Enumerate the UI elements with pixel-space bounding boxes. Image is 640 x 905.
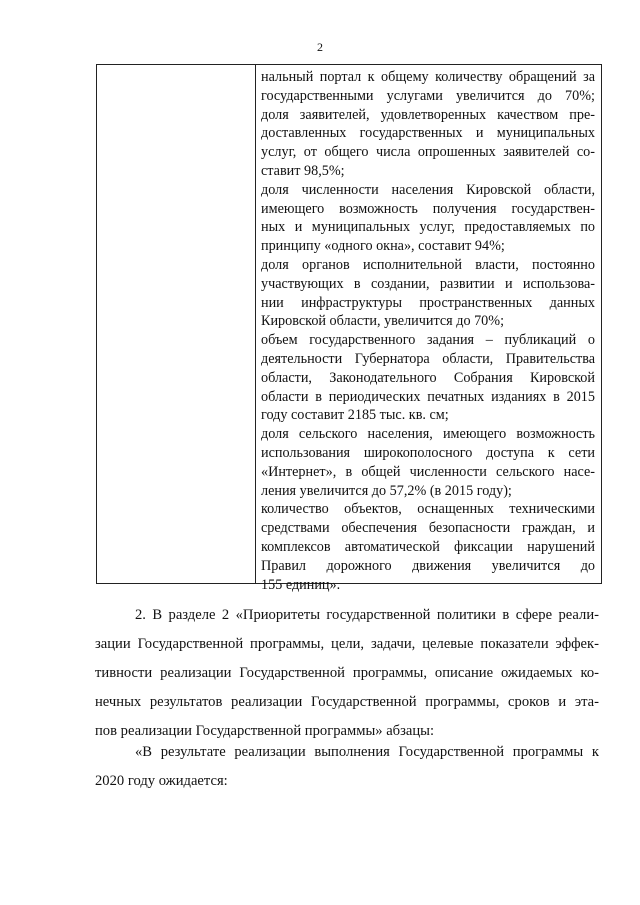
- paragraph-line: «В результате реализации выполнения Государственной программы к: [135, 744, 599, 760]
- table-line: Правил дорожного движения увеличится до: [261, 557, 595, 574]
- table-right-cell: [256, 65, 601, 593]
- table-line: имеющего возможность получения государствен-: [261, 200, 595, 217]
- paragraph-quote: [95, 738, 599, 796]
- page-number: 2: [317, 40, 323, 54]
- table-line: количество объектов, оснащенных техническими: [261, 501, 595, 518]
- table-line: области в периодических печатных изданиях в 2015: [261, 388, 595, 405]
- table-line: государственными услугами увеличится до 70%;: [261, 87, 595, 104]
- table-left-cell: [97, 65, 256, 583]
- paragraph-line: зации Государственной программы, цели, задачи, целевые показатели эффек-: [95, 636, 599, 652]
- table-line: «Интернет», в общей численности сельского насе-: [261, 463, 595, 480]
- table-line: нии инфраструктуры пространственных данных: [261, 294, 595, 311]
- paragraph-section-2: [95, 601, 599, 746]
- paragraph-line: пов реализации Государственной программы» абзацы:: [95, 723, 435, 739]
- table-line: доставленных государственных и муниципальных: [261, 125, 595, 142]
- table-line: участвующих в создании, развитии и использова-: [261, 275, 595, 292]
- table-line: области, Законодательного Собрания Кировской: [261, 369, 595, 386]
- table-line: деятельности Губернатора области, Правительства: [261, 350, 595, 367]
- table-line: Кировской области, увеличится до 70%;: [261, 313, 505, 330]
- table-line: комплексов автоматической фиксации нарушений: [261, 538, 595, 555]
- table-line: доля сельского населения, имеющего возможность: [261, 426, 595, 443]
- table-line: принципу «одного окна», составит 94%;: [261, 238, 505, 255]
- table-line: доля заявителей, удовлетворенных качеством пре-: [261, 106, 595, 123]
- table-line: средствами обеспечения безопасности граждан, и: [261, 520, 595, 537]
- table-line: 155 единиц».: [261, 576, 341, 593]
- paragraph-line: нечных результатов реализации Государственной программы, сроков и эта-: [95, 694, 599, 710]
- table-line: ставит 98,5%;: [261, 162, 345, 179]
- table-line: доля численности населения Кировской области,: [261, 181, 595, 198]
- paragraph-line: 2. В разделе 2 «Приоритеты государственной политики в сфере реали-: [135, 607, 599, 623]
- table-line: году составит 2185 тыс. кв. см;: [261, 407, 449, 424]
- paragraph-line: тивности реализации Государственной программы, описание ожидаемых ко-: [95, 665, 599, 681]
- table-line: объем государственного задания – публикаций о: [261, 332, 595, 349]
- indicators-table: [96, 64, 602, 593]
- table-line: ления увеличится до 57,2% (в 2015 году);: [261, 482, 512, 499]
- table-line: услуг, от общего числа опрошенных заявителей со-: [261, 144, 595, 161]
- table-line: ных и муниципальных услуг, предоставляемых по: [261, 219, 595, 236]
- paragraph-line: 2020 году ожидается:: [95, 773, 228, 789]
- table-line: доля органов исполнительной власти, постоянно: [261, 256, 595, 273]
- table-line: использования широкополосного доступа к сети: [261, 444, 595, 461]
- table-line: нальный портал к общему количеству обращений за: [261, 69, 595, 85]
